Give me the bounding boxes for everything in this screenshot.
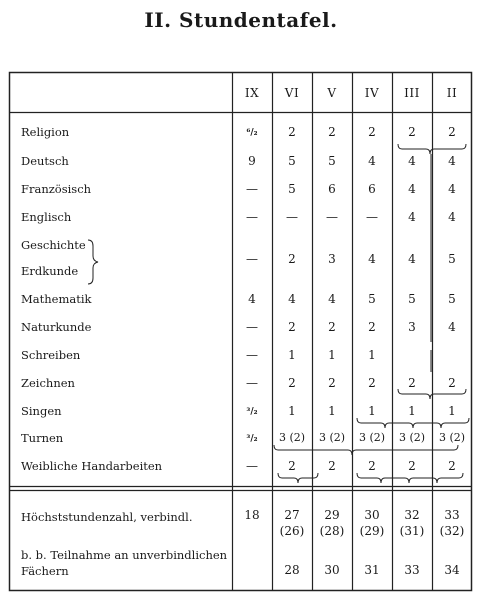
row-label-deutsch: Deutsch [21,154,69,168]
table-cell: 1 [368,348,376,362]
table-cell: 1 [448,404,456,418]
row-label-weibliche-handarbeiten: Weibliche Handarbeiten [21,459,163,473]
table-cell: 4 [448,182,456,196]
table-cell: 2 [448,376,456,390]
table-cell: 2 [288,376,296,390]
totals-sub-cell: (29) [359,524,385,538]
table-cell: 2 [368,459,376,473]
totals-sub-cell: (31) [399,524,425,538]
table-cell: 3 [328,252,336,266]
row-label-singen: Singen [21,404,62,418]
table-cell: — [286,210,298,224]
column-header-v: V [327,86,337,100]
totals-sub-cell: (26) [279,524,305,538]
table-cell: — [246,348,258,362]
table-cell: 2 [368,320,376,334]
table-cell: 4 [448,320,456,334]
table-cell: 3 (2) [438,431,466,444]
optional-cell: 33 [404,563,420,577]
optional-cell: 28 [284,563,300,577]
table-cell: 5 [448,292,456,306]
totals-cell: 18 [244,508,260,522]
table-cell: 2 [328,320,336,334]
totals-sub-cell: (28) [319,524,345,538]
table-cell: — [246,459,258,473]
table-cell: 1 [328,348,336,362]
table-cell: 3 [408,320,416,334]
table-cell: 4 [408,210,416,224]
page-title: II. Stundentafel. [144,8,338,32]
optional-cell: 34 [444,563,460,577]
totals-cell: 32 [404,508,420,522]
table-cell: 1 [288,404,296,418]
table-cell: 4 [408,252,416,266]
totals-cell: 30 [364,508,380,522]
table-cell: — [246,376,258,390]
table-cell: 2 [448,459,456,473]
table-cell: ³/₂ [246,407,258,417]
table-cell: 4 [408,182,416,196]
table-cell: 2 [328,125,336,139]
row-label-franzoesisch: Französisch [21,182,92,196]
row-label-religion: Religion [21,125,70,139]
table-cell: 5 [408,292,416,306]
row-label-zeichnen: Zeichnen [21,376,75,390]
table-cell: 1 [328,404,336,418]
totals-label: Höchststundenzahl, verbindl. [21,510,193,524]
table-cell: ⁶/₂ [246,128,258,138]
table-cell: 3 (2) [358,431,386,444]
table-cell: — [246,182,258,196]
optional-label-line1: b. b. Teilnahme an unverbindlichen [21,548,228,562]
table-cell: 2 [288,252,296,266]
table-cell: 4 [448,154,456,168]
column-header-iii: III [404,86,420,100]
optional-label-line2: Fächern [21,564,69,578]
table-cell: 2 [368,125,376,139]
table-cell: 2 [448,125,456,139]
totals-sub-cell: (32) [439,524,465,538]
row-label-schreiben: Schreiben [21,348,81,362]
row-label-erdkunde: Erdkunde [21,264,79,278]
table-cell: 4 [368,154,376,168]
table-cell: 5 [288,154,296,168]
column-header-ii: II [446,86,458,100]
table-cell: 1 [288,348,296,362]
table-cell: 5 [288,182,296,196]
totals-cell: 29 [324,508,340,522]
column-header-ix: IX [244,86,260,100]
table-cell: — [246,210,258,224]
table-cell: — [246,320,258,334]
table-cell: 2 [368,376,376,390]
row-label-englisch: Englisch [21,210,72,224]
table-cell: 1 [408,404,416,418]
column-header-vi: VI [284,86,300,100]
table-cell: 2 [328,376,336,390]
row-label-naturkunde: Naturkunde [21,320,92,334]
row-label-turnen: Turnen [21,431,64,445]
optional-cell: 31 [364,563,380,577]
row-label-mathematik: Mathematik [21,292,92,306]
table-cell: 2 [408,459,416,473]
table-cell: 2 [328,459,336,473]
table-cell: 9 [248,154,256,168]
table-cell: 6 [328,182,336,196]
table-cell: — [246,252,258,266]
totals-cell: 27 [284,508,300,522]
table-cell: 3 (2) [398,431,426,444]
table-cell: — [366,210,378,224]
table-cell: 2 [288,125,296,139]
table-cell: 2 [408,376,416,390]
table-cell: 4 [248,292,256,306]
table-cell: 5 [328,154,336,168]
table-cell: 2 [408,125,416,139]
table-cell: ³/₂ [246,434,258,444]
table-cell: 6 [368,182,376,196]
table-cell: 4 [328,292,336,306]
column-header-iv: IV [364,86,380,100]
table-cell: 2 [288,459,296,473]
table-cell: 3 (2) [318,431,346,444]
table-cell: — [326,210,338,224]
table-cell: 4 [408,154,416,168]
table-cell: 4 [448,210,456,224]
totals-cell: 33 [444,508,460,522]
table-cell: 3 (2) [278,431,306,444]
table-cell: 4 [368,252,376,266]
table-cell: 5 [368,292,376,306]
optional-cell: 30 [324,563,340,577]
table-cell: 2 [288,320,296,334]
row-label-geschichte: Geschichte [21,238,86,252]
table-cell: 4 [288,292,296,306]
table-cell: 5 [448,252,456,266]
table-cell: 1 [368,404,376,418]
